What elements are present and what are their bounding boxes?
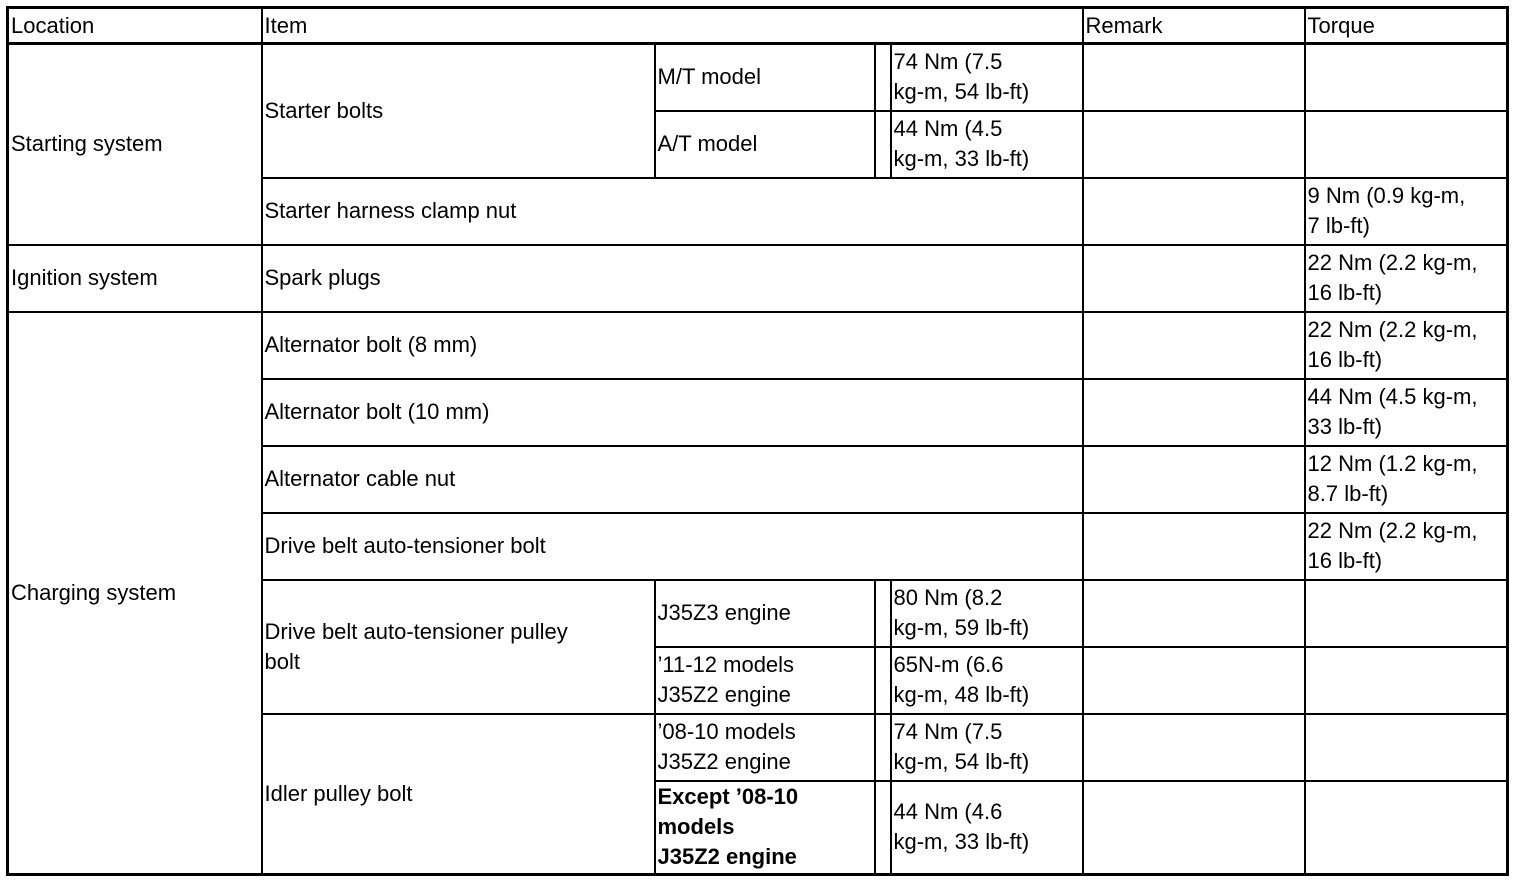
- remark-cell: [1083, 245, 1305, 312]
- header-item: Item: [262, 8, 1083, 44]
- location-starting-system: Starting system: [8, 44, 262, 245]
- torque-spark-plugs: 22 Nm (2.2 kg-m, 16 lb-ft): [1305, 245, 1508, 312]
- torque-cell: [1305, 111, 1508, 178]
- torque-spec-table: [6, 6, 1509, 876]
- item-spark-plugs: Spark plugs: [262, 245, 1083, 312]
- torque-cell: [1305, 781, 1508, 875]
- torque-cell: [1305, 44, 1508, 111]
- spacer-cell: [875, 647, 891, 714]
- spacer-cell: [875, 44, 891, 111]
- remark-cell: [1083, 580, 1305, 647]
- table-row: [8, 312, 1508, 379]
- spacer-cell: [875, 111, 891, 178]
- torque-except-08-10-models-j35z2: 44 Nm (4.6 kg-m, 33 lb-ft): [891, 781, 1083, 875]
- torque-cell: [1305, 580, 1508, 647]
- torque-cell: [1305, 714, 1508, 781]
- torque-at-model: 44 Nm (4.5 kg-m, 33 lb-ft): [891, 111, 1083, 178]
- table-header-row: [8, 8, 1508, 44]
- item-drive-belt-auto-tensioner-pulley-bolt: Drive belt auto-tensioner pulley bolt: [262, 580, 655, 714]
- item-alternator-bolt-10mm: Alternator bolt (10 mm): [262, 379, 1083, 446]
- torque-alternator-cable-nut: 12 Nm (1.2 kg-m, 8.7 lb-ft): [1305, 446, 1508, 513]
- variant-08-10-models-j35z2: ’08-10 models J35Z2 engine: [655, 714, 875, 781]
- item-idler-pulley-bolt: Idler pulley bolt: [262, 714, 655, 875]
- table-row: [8, 245, 1508, 312]
- spacer-cell: [875, 580, 891, 647]
- remark-cell: [1083, 446, 1305, 513]
- table-row: [8, 44, 1508, 111]
- remark-cell: [1083, 312, 1305, 379]
- item-alternator-bolt-8mm: Alternator bolt (8 mm): [262, 312, 1083, 379]
- torque-08-10-models-j35z2: 74 Nm (7.5 kg-m, 54 lb-ft): [891, 714, 1083, 781]
- variant-mt-model: M/T model: [655, 44, 875, 111]
- variant-at-model: A/T model: [655, 111, 875, 178]
- remark-cell: [1083, 513, 1305, 580]
- location-charging-system: Charging system: [8, 312, 262, 875]
- remark-cell: [1083, 178, 1305, 245]
- torque-drive-belt-auto-tensioner-bolt: 22 Nm (2.2 kg-m, 16 lb-ft): [1305, 513, 1508, 580]
- header-torque: Torque: [1305, 8, 1508, 44]
- item-starter-bolts: Starter bolts: [262, 44, 655, 178]
- torque-11-12-models-j35z2: 65N-m (6.6 kg-m, 48 lb-ft): [891, 647, 1083, 714]
- torque-mt-model: 74 Nm (7.5 kg-m, 54 lb-ft): [891, 44, 1083, 111]
- torque-alternator-bolt-10mm: 44 Nm (4.5 kg-m, 33 lb-ft): [1305, 379, 1508, 446]
- item-starter-harness-clamp-nut: Starter harness clamp nut: [262, 178, 1083, 245]
- remark-cell: [1083, 44, 1305, 111]
- remark-cell: [1083, 111, 1305, 178]
- remark-cell: [1083, 714, 1305, 781]
- variant-11-12-models-j35z2: ’11-12 models J35Z2 engine: [655, 647, 875, 714]
- item-drive-belt-auto-tensioner-bolt: Drive belt auto-tensioner bolt: [262, 513, 1083, 580]
- torque-starter-harness-clamp-nut: 9 Nm (0.9 kg-m, 7 lb-ft): [1305, 178, 1508, 245]
- header-location: Location: [8, 8, 262, 44]
- spacer-cell: [875, 781, 891, 875]
- remark-cell: [1083, 647, 1305, 714]
- torque-j35z3-engine: 80 Nm (8.2 kg-m, 59 lb-ft): [891, 580, 1083, 647]
- variant-j35z3-engine: J35Z3 engine: [655, 580, 875, 647]
- torque-cell: [1305, 647, 1508, 714]
- header-remark: Remark: [1083, 8, 1305, 44]
- remark-cell: [1083, 379, 1305, 446]
- torque-alternator-bolt-8mm: 22 Nm (2.2 kg-m, 16 lb-ft): [1305, 312, 1508, 379]
- spacer-cell: [875, 714, 891, 781]
- remark-cell: [1083, 781, 1305, 875]
- variant-except-08-10-models-j35z2: Except ’08-10 models J35Z2 engine: [655, 781, 875, 875]
- item-alternator-cable-nut: Alternator cable nut: [262, 446, 1083, 513]
- location-ignition-system: Ignition system: [8, 245, 262, 312]
